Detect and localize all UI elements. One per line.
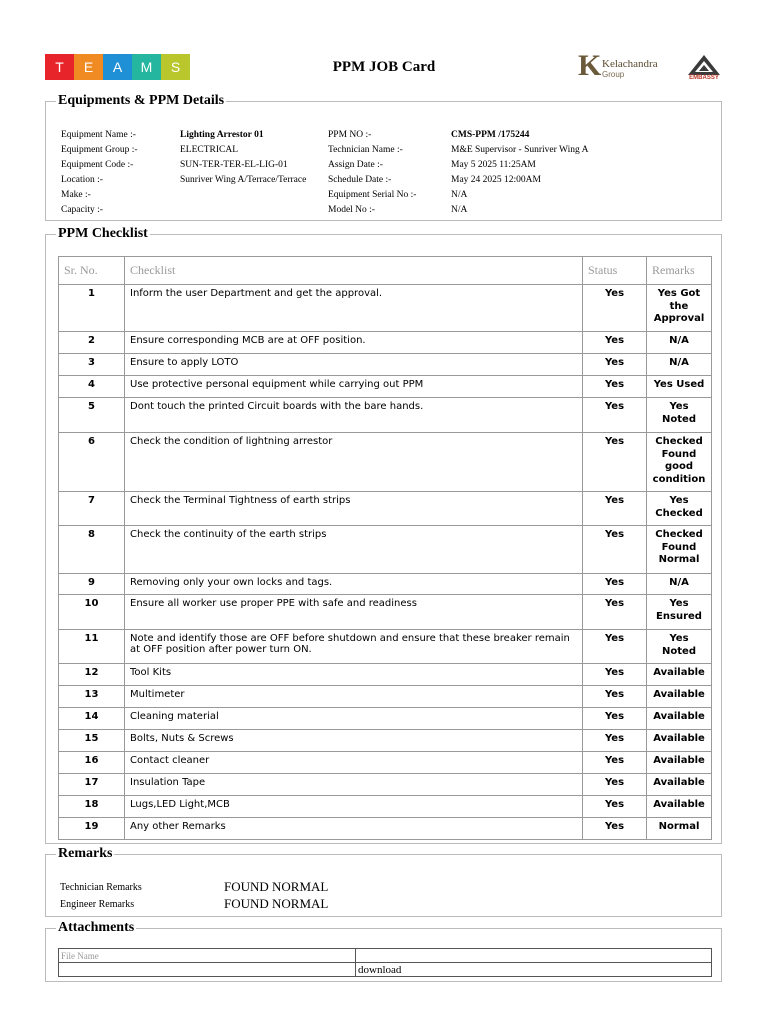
technician-remarks-value: FOUND NORMAL <box>224 879 329 894</box>
checklist-status: Yes <box>583 730 647 752</box>
checklist-item: Ensure to apply LOTO <box>125 354 583 376</box>
detail-label: Equipment Serial No :- <box>328 190 417 200</box>
checklist-status: Yes <box>583 664 647 686</box>
embassy-triangle-icon <box>686 53 722 77</box>
header-sr-no: Sr. No. <box>59 257 125 285</box>
checklist-sr-no: 6 <box>59 433 125 492</box>
checklist-remarks: Yes Noted <box>647 630 712 664</box>
checklist-item: Lugs,LED Light,MCB <box>125 796 583 818</box>
checklist-status: Yes <box>583 818 647 840</box>
detail-value: ELECTRICAL <box>180 145 239 155</box>
detail-label: Assign Date :- <box>328 160 383 170</box>
header-checklist: Checklist <box>125 257 583 285</box>
checklist-status: Yes <box>583 433 647 492</box>
checklist-sr-no: 19 <box>59 818 125 840</box>
equipment-details-legend: Equipments & PPM Details <box>58 93 225 108</box>
checklist-status: Yes <box>583 686 647 708</box>
attachment-file-name <box>59 963 356 977</box>
checklist-sr-no: 13 <box>59 686 125 708</box>
embassy-name: EMBASSY <box>689 75 719 81</box>
checklist-row <box>59 433 712 492</box>
checklist-row <box>59 752 712 774</box>
download-link[interactable]: download <box>356 963 712 977</box>
checklist-header-row <box>59 257 712 285</box>
checklist-status: Yes <box>583 398 647 433</box>
page-title: PPM JOB Card <box>332 59 436 75</box>
header-status: Status <box>583 257 647 285</box>
checklist-item: Dont touch the printed Circuit boards with the bare hands. <box>125 398 583 433</box>
file-name-header: File Name <box>59 949 356 963</box>
detail-label: Schedule Date :- <box>328 175 392 185</box>
checklist-row <box>59 285 712 332</box>
detail-label: Technician Name :- <box>328 145 403 155</box>
checklist-remarks: Available <box>647 708 712 730</box>
checklist-row <box>59 526 712 574</box>
checklist-status: Yes <box>583 354 647 376</box>
checklist-remarks: Yes Got the Approval <box>647 285 712 332</box>
embassy-logo <box>686 53 722 83</box>
checklist-table <box>58 256 712 840</box>
detail-label: Location :- <box>61 175 103 185</box>
kelachandra-k-mark: K <box>578 49 602 82</box>
checklist-sr-no: 16 <box>59 752 125 774</box>
remarks-section <box>45 846 722 917</box>
checklist-item: Bolts, Nuts & Screws <box>125 730 583 752</box>
checklist-remarks: Available <box>647 664 712 686</box>
checklist-row <box>59 630 712 664</box>
ppm-checklist-section <box>45 226 722 844</box>
checklist-item: Any other Remarks <box>125 818 583 840</box>
engineer-remarks-label: Engineer Remarks <box>60 899 135 910</box>
checklist-item: Cleaning material <box>125 708 583 730</box>
checklist-row <box>59 730 712 752</box>
checklist-row <box>59 354 712 376</box>
attachments-row <box>59 963 712 977</box>
checklist-item: Insulation Tape <box>125 774 583 796</box>
checklist-sr-no: 2 <box>59 332 125 354</box>
checklist-row <box>59 796 712 818</box>
ppm-checklist-legend: PPM Checklist <box>58 226 148 241</box>
technician-remarks-label: Technician Remarks <box>60 882 142 893</box>
checklist-sr-no: 5 <box>59 398 125 433</box>
checklist-remarks: Yes Ensured <box>647 595 712 630</box>
attachments-legend: Attachments <box>58 920 135 935</box>
attachments-header-empty <box>356 949 712 963</box>
checklist-status: Yes <box>583 630 647 664</box>
kelachandra-name: Kelachandra <box>602 58 658 70</box>
detail-value: N/A <box>451 205 468 215</box>
detail-label: Model No :- <box>328 205 375 215</box>
checklist-status: Yes <box>583 595 647 630</box>
checklist-row <box>59 376 712 398</box>
checklist-item: Removing only your own locks and tags. <box>125 574 583 595</box>
checklist-item: Tool Kits <box>125 664 583 686</box>
checklist-item: Ensure corresponding MCB are at OFF position. <box>125 332 583 354</box>
detail-label: Equipment Group :- <box>61 145 138 155</box>
detail-label: Equipment Code :- <box>61 160 134 170</box>
teams-logo-tile: S <box>161 54 190 80</box>
checklist-row <box>59 708 712 730</box>
checklist-row <box>59 332 712 354</box>
checklist-remarks: Available <box>647 730 712 752</box>
checklist-remarks: Checked Found good condition <box>647 433 712 492</box>
teams-logo-tile: M <box>132 54 161 80</box>
checklist-item: Use protective personal equipment while carrying out PPM <box>125 376 583 398</box>
checklist-item: Contact cleaner <box>125 752 583 774</box>
checklist-row <box>59 774 712 796</box>
detail-value: CMS-PPM /175244 <box>451 130 530 140</box>
teams-logo-tile: A <box>103 54 132 80</box>
attachments-header-row <box>59 949 712 963</box>
checklist-item: Inform the user Department and get the approval. <box>125 285 583 332</box>
engineer-remarks-value: FOUND NORMAL <box>224 896 329 911</box>
checklist-remarks: N/A <box>647 332 712 354</box>
checklist-row <box>59 664 712 686</box>
checklist-remarks: Available <box>647 774 712 796</box>
detail-value: M&E Supervisor - Sunriver Wing A <box>451 145 589 155</box>
checklist-row <box>59 398 712 433</box>
checklist-sr-no: 18 <box>59 796 125 818</box>
checklist-item: Ensure all worker use proper PPE with safe and readiness <box>125 595 583 630</box>
checklist-sr-no: 17 <box>59 774 125 796</box>
checklist-remarks: Normal <box>647 818 712 840</box>
checklist-sr-no: 11 <box>59 630 125 664</box>
checklist-sr-no: 10 <box>59 595 125 630</box>
equipment-details-section <box>45 93 722 221</box>
kelachandra-group: Group <box>602 70 625 79</box>
detail-label: Capacity :- <box>61 205 103 215</box>
checklist-remarks: Available <box>647 796 712 818</box>
teams-logo-tile: T <box>45 54 74 80</box>
detail-label: Make :- <box>61 190 91 200</box>
checklist-row <box>59 492 712 526</box>
checklist-remarks: Yes Noted <box>647 398 712 433</box>
checklist-remarks: Yes Used <box>647 376 712 398</box>
checklist-status: Yes <box>583 574 647 595</box>
checklist-row <box>59 686 712 708</box>
checklist-sr-no: 9 <box>59 574 125 595</box>
checklist-remarks: Yes Checked <box>647 492 712 526</box>
checklist-item: Check the Terminal Tightness of earth strips <box>125 492 583 526</box>
detail-label: Equipment Name :- <box>61 130 136 140</box>
attachments-section <box>45 920 722 982</box>
page-header <box>0 0 768 95</box>
header-remarks: Remarks <box>647 257 712 285</box>
checklist-row <box>59 574 712 595</box>
detail-value: Sunriver Wing A/Terrace/Terrace <box>180 175 307 185</box>
checklist-sr-no: 12 <box>59 664 125 686</box>
checklist-status: Yes <box>583 796 647 818</box>
checklist-status: Yes <box>583 376 647 398</box>
checklist-remarks: Checked Found Normal <box>647 526 712 574</box>
checklist-status: Yes <box>583 332 647 354</box>
detail-label: PPM NO :- <box>328 130 372 140</box>
checklist-remarks: Available <box>647 686 712 708</box>
checklist-remarks: N/A <box>647 574 712 595</box>
checklist-item: Check the condition of lightning arrestor <box>125 433 583 492</box>
detail-value: SUN-TER-TER-EL-LIG-01 <box>180 160 288 170</box>
checklist-status: Yes <box>583 285 647 332</box>
teams-logo-tile: E <box>74 54 103 80</box>
checklist-status: Yes <box>583 708 647 730</box>
detail-value: May 24 2025 12:00AM <box>451 175 541 185</box>
detail-value: N/A <box>451 190 468 200</box>
checklist-row <box>59 818 712 840</box>
checklist-status: Yes <box>583 774 647 796</box>
checklist-sr-no: 8 <box>59 526 125 574</box>
detail-value: Lighting Arrestor 01 <box>180 130 264 140</box>
attachments-table <box>58 948 712 977</box>
checklist-sr-no: 3 <box>59 354 125 376</box>
checklist-item: Multimeter <box>125 686 583 708</box>
checklist-status: Yes <box>583 492 647 526</box>
remarks-legend: Remarks <box>58 846 113 861</box>
checklist-remarks: Available <box>647 752 712 774</box>
kelachandra-logo <box>578 49 688 84</box>
checklist-remarks: N/A <box>647 354 712 376</box>
checklist-sr-no: 15 <box>59 730 125 752</box>
checklist-sr-no: 7 <box>59 492 125 526</box>
checklist-item: Note and identify those are OFF before shutdown and ensure that these breaker remain at OFF position after power turn ON. <box>125 630 583 664</box>
checklist-item: Check the continuity of the earth strips <box>125 526 583 574</box>
checklist-sr-no: 14 <box>59 708 125 730</box>
checklist-status: Yes <box>583 752 647 774</box>
checklist-sr-no: 1 <box>59 285 125 332</box>
checklist-row <box>59 595 712 630</box>
checklist-sr-no: 4 <box>59 376 125 398</box>
detail-value: May 5 2025 11:25AM <box>451 160 536 170</box>
checklist-status: Yes <box>583 526 647 574</box>
